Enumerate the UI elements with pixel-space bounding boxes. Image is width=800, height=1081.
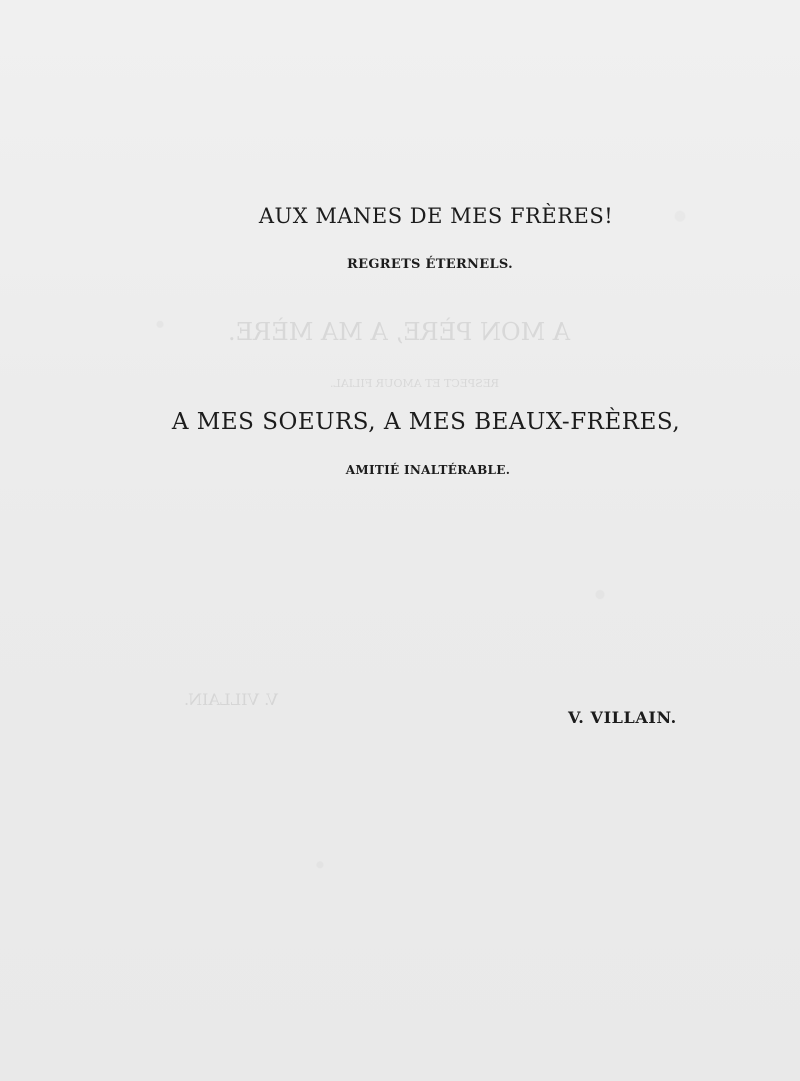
dedication-subline-regrets: REGRETS ÉTERNELS. (347, 257, 513, 272)
dedication-line-brothers: AUX MANES DE MES FRÈRES! (258, 204, 614, 228)
show-through-text: A MON PÈRE, A MA MÈRE. (228, 318, 571, 346)
author-signature: V. VILLAIN. (568, 708, 677, 727)
show-through-text: RESPECT ET AMOUR FILIAL. (330, 377, 500, 390)
dedication-line-sisters: A MES SOEURS, A MES BEAUX-FRÈRES, (171, 409, 681, 435)
dedication-subline-friendship: AMITIÉ INALTÉRABLE. (345, 463, 511, 477)
show-through-text: V. VILLAIN. (184, 690, 278, 709)
